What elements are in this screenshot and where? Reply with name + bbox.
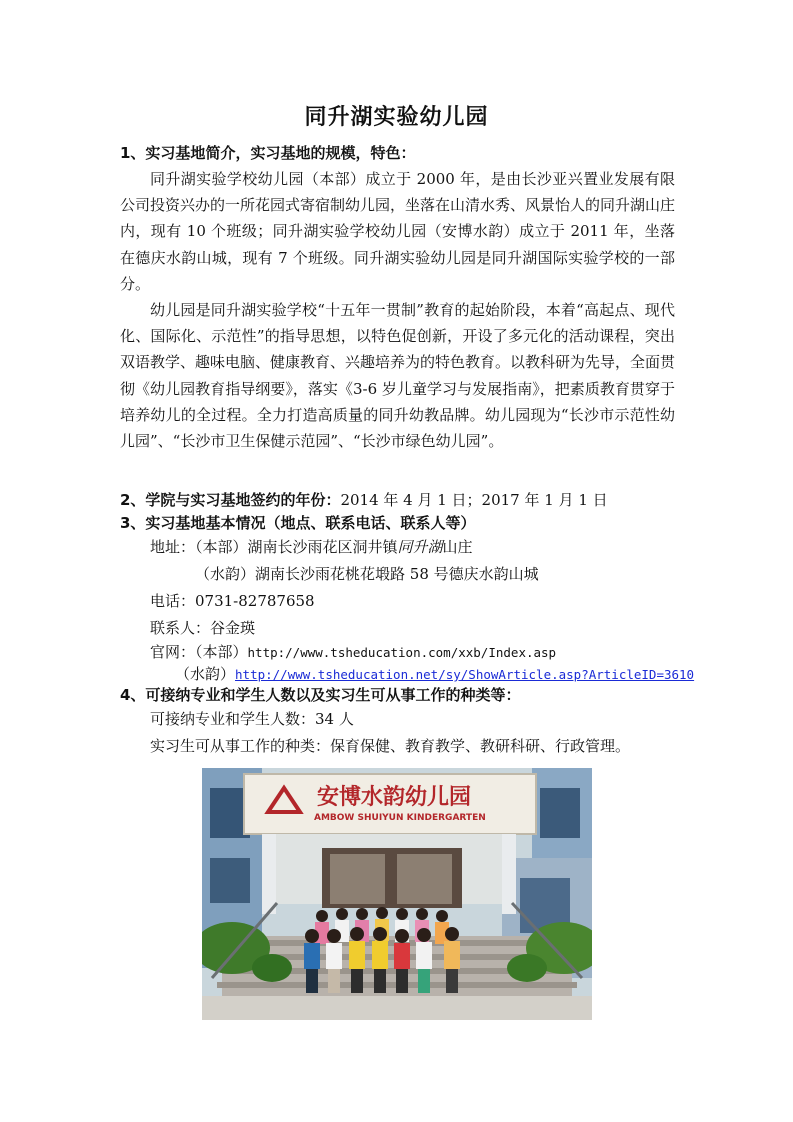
work-types: 实习生可从事工作的种类：保育保健、教育教学、教研科研、行政管理。 bbox=[150, 737, 631, 755]
sign-english: AMBOW SHUIYUN KINDERGARTEN bbox=[314, 813, 486, 823]
website-main-label: 官网：（本部） bbox=[150, 643, 248, 661]
section3-heading: 3、实习基地基本情况（地点、联系电话、联系人等） bbox=[120, 514, 476, 532]
section4-heading: 4、可接纳专业和学生人数以及实习生可从事工作的种类等： bbox=[120, 686, 521, 704]
address-main-italic: 同升湖 bbox=[397, 538, 443, 556]
phone: 电话：0731-82787658 bbox=[150, 592, 315, 610]
kindergarten-photo bbox=[202, 768, 592, 1020]
section1-heading: 1、实习基地简介，实习基地的规模，特色： bbox=[120, 144, 416, 162]
page-title: 同升湖实验幼儿园 bbox=[304, 105, 489, 130]
section1-paragraph-1: 同升湖实验学校幼儿园（本部）成立于 2000 年，是由长沙亚兴置业发展有限公司投资兴办的一所花园式寄宿制幼儿园，坐落在山清水秀、风景怡人的同升湖山庄内，现有 10 个班级；同升湖实验学校幼儿园（安博水韵）成立于 2011 年，坐落在德庆水韵山城，现有 7 个班级。同升湖实验幼儿园是同升湖国际实验学校的一部分。 bbox=[120, 170, 676, 293]
website-branch bbox=[175, 663, 694, 686]
signing-dates: 2014 年 4 月 1 日；2017 年 1 月 1 日 bbox=[340, 491, 608, 509]
section2-line bbox=[120, 489, 608, 511]
address-main bbox=[150, 536, 473, 558]
section2-heading: 2、学院与实习基地签约的年份： bbox=[120, 491, 341, 509]
website-main-url[interactable]: http://www.tsheducation.com/xxb/Index.asp bbox=[247, 645, 557, 660]
website-main bbox=[150, 641, 556, 664]
website-branch-label: （水韵） bbox=[175, 665, 236, 683]
section1-paragraph-2: 幼儿园是同升湖实验学校“十五年一贯制”教育的起始阶段，本着“高起点、现代化、国际化、示范性”的指导思想，以特色促创新，开设了多元化的活动课程，突出双语教学、趣味电脑、健康教育、兴趣培养为的特色教育。以教科研为先导，全面贯彻《幼儿园教育指导纲要》，落实《3-6 岁儿童学习与发展指南》，把素质教育贯穿于培养幼儿的全过程。全力打造高质量的同升幼教品牌。幼儿园现为“长沙市示范性幼儿园”、“长沙市卫生保健示范园”、“长沙市绿色幼儿园”。 bbox=[120, 301, 676, 451]
sign-chinese: 安博水韵幼儿园 bbox=[317, 785, 472, 810]
capacity: 可接纳专业和学生人数：34 人 bbox=[150, 710, 354, 728]
website-branch-link[interactable]: http://www.tsheducation.net/sy/ShowArticle.asp?ArticleID=3610 bbox=[235, 667, 695, 682]
address-branch: （水韵）湖南长沙雨花桃花塅路 58 号德庆水韵山城 bbox=[195, 565, 539, 583]
address-main-tail: 山庄 bbox=[442, 538, 473, 556]
photo-illustration bbox=[202, 768, 592, 1020]
address-main-label: 地址：（本部）湖南长沙雨花区洞井镇 bbox=[150, 538, 398, 556]
contact-person: 联系人：谷金瑛 bbox=[150, 619, 256, 637]
